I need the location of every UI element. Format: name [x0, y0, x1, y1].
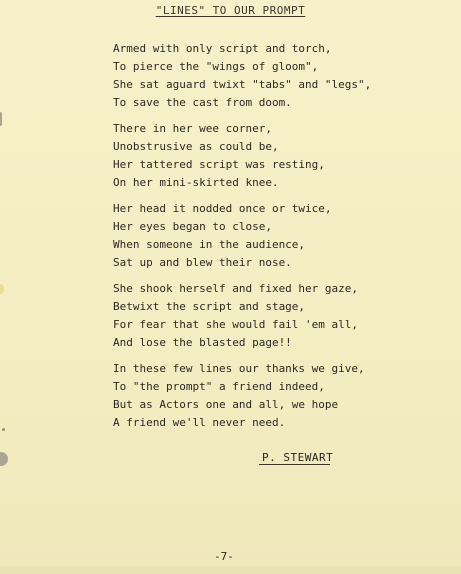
paper-stain — [0, 112, 2, 126]
poem-line: Her eyes began to close, — [113, 220, 272, 233]
poem-line: She shook herself and fixed her gaze, — [113, 282, 359, 295]
paper-stain — [0, 284, 4, 294]
stanza-1 — [113, 40, 413, 112]
stanza-5 — [113, 360, 413, 432]
poem-line: Unobstrusive as could be, — [113, 140, 279, 153]
page-number: -7- — [214, 550, 234, 563]
paper-stain — [0, 452, 8, 466]
poem-line: A friend we'll never need. — [113, 416, 286, 429]
stanza-4 — [113, 280, 413, 352]
author-underline — [259, 464, 330, 465]
poem-line: And lose the blasted page!! — [113, 336, 292, 349]
paper-stain — [2, 428, 5, 431]
poem-line: In these few lines our thanks we give, — [113, 362, 365, 375]
poem-line: Her tattered script was resting, — [113, 158, 325, 171]
author-signature: P. STEWART — [262, 451, 334, 464]
stanza-2 — [113, 120, 413, 192]
poem-line: To pierce the "wings of gloom", — [113, 60, 319, 73]
poem-line: Armed with only script and torch, — [113, 42, 332, 55]
poem-line: To save the cast from doom. — [113, 96, 292, 109]
stanza-3 — [113, 200, 413, 272]
poem-line: There in her wee corner, — [113, 122, 272, 135]
poem-line: She sat aguard twixt "tabs" and "legs", — [113, 78, 372, 91]
poem-line: But as Actors one and all, we hope — [113, 398, 339, 411]
poem-line: On her mini-skirted knee. — [113, 176, 279, 189]
poem-line: Sat up and blew their nose. — [113, 256, 292, 269]
poem-line: Her head it nodded once or twice, — [113, 202, 332, 215]
poem-line: When someone in the audience, — [113, 238, 306, 251]
poem-line: For fear that she would fail 'em all, — [113, 318, 359, 331]
poem-body — [113, 40, 413, 440]
poem-line: Betwixt the script and stage, — [113, 300, 306, 313]
page-bottom-edge — [0, 566, 461, 574]
poem-line: To "the prompt" a friend indeed, — [113, 380, 325, 393]
poem-title: "LINES" TO OUR PROMPT — [155, 4, 306, 17]
